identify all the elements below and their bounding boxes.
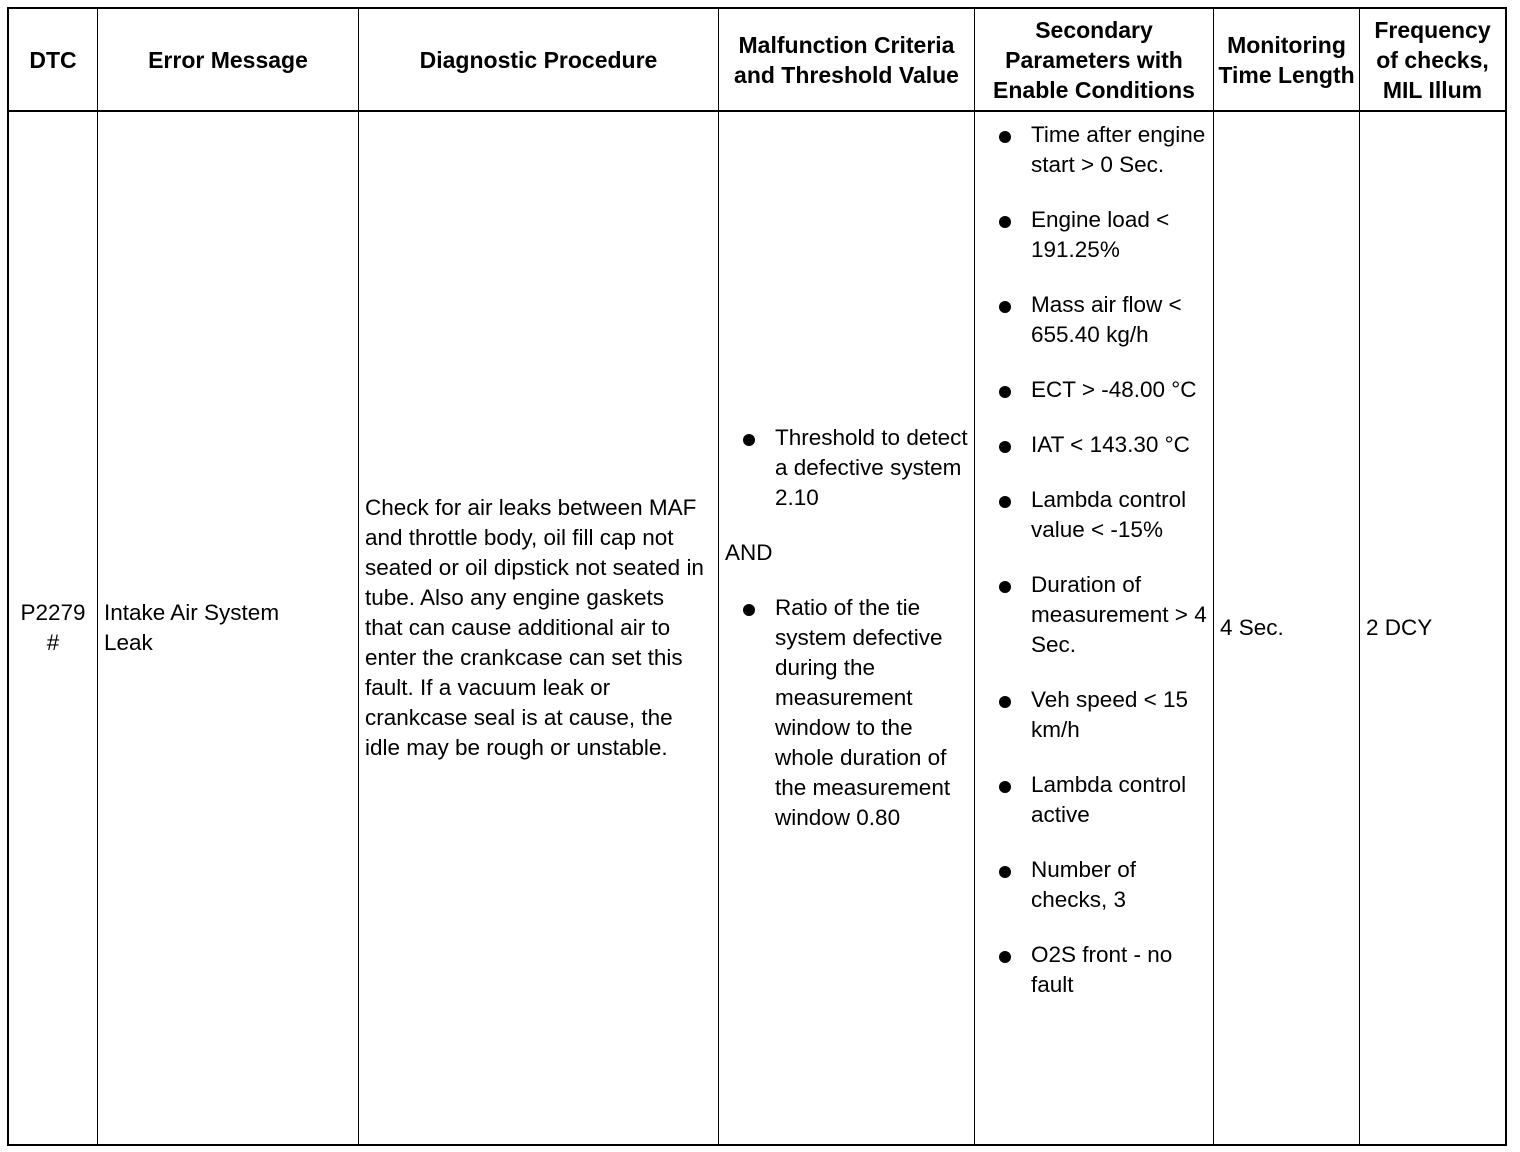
parameter-item: Time after engine start > 0 Sec. [981,120,1209,180]
parameter-list [981,120,1209,1000]
header-dtc: DTC [29,46,77,73]
cell-monitoring-time [1214,112,1359,1144]
dtc-table [7,7,1507,1146]
dtc-code: P2279 [20,600,86,625]
parameter-item: Lambda control active [981,770,1209,830]
header-diagnostic-procedure: Diagnostic Procedure [419,46,658,73]
parameter-item: Engine load < 191.25% [981,205,1209,265]
parameter-item: Duration of measurement > 4 Sec. [981,570,1209,660]
cell-error-message [98,112,358,1144]
criteria-list [725,423,974,513]
header-secondary-parameters: Secondary Parameters with Enable Conditions [993,16,1195,103]
header-monitoring-time: Monitoring Time Length [1218,31,1355,88]
monitoring-time-text: 4 Sec. [1220,615,1284,640]
cell-diagnostic-procedure [359,112,718,1144]
parameter-item: Lambda control value < -15% [981,485,1209,545]
criteria-connector: AND [725,540,773,565]
frequency-text: 2 DCY [1366,615,1433,640]
criteria-item: Ratio of the tie system defective during the measurement window to the whole duration of the measurement window 0.80 [725,593,974,833]
parameter-item: IAT < 143.30 °C [981,430,1209,460]
criteria-list [725,593,974,833]
cell-malfunction-criteria [719,112,974,1144]
criteria-item: Threshold to detect a defective system 2.10 [725,423,974,513]
header-frequency: Frequency of checks, MIL Illum [1374,16,1491,103]
parameter-item: Mass air flow < 655.40 kg/h [981,290,1209,350]
header-malfunction-criteria: Malfunction Criteria and Threshold Value [734,31,959,88]
parameter-item: O2S front - no fault [981,940,1209,1000]
parameter-item: Number of checks, 3 [981,855,1209,915]
cell-dtc [9,112,97,1144]
header-error-message: Error Message [148,46,308,73]
error-message-text: Intake Air System Leak [104,600,280,655]
diagnostic-procedure-text: Check for air leaks between MAF and throttle body, oil fill cap not seated or oil dipstick not seated in tube. Also any engine gaskets that can cause additional air to enter the crankcase can set this fault. If a vacuum leak or crankcase seal is at cause, the idle may be rough or unstable. [365,495,704,760]
cell-frequency [1360,112,1505,1144]
dtc-suffix: # [46,630,60,655]
cell-secondary-parameters [975,112,1213,1144]
parameter-item: Veh speed < 15 km/h [981,685,1209,745]
parameter-item: ECT > -48.00 °C [981,375,1209,405]
